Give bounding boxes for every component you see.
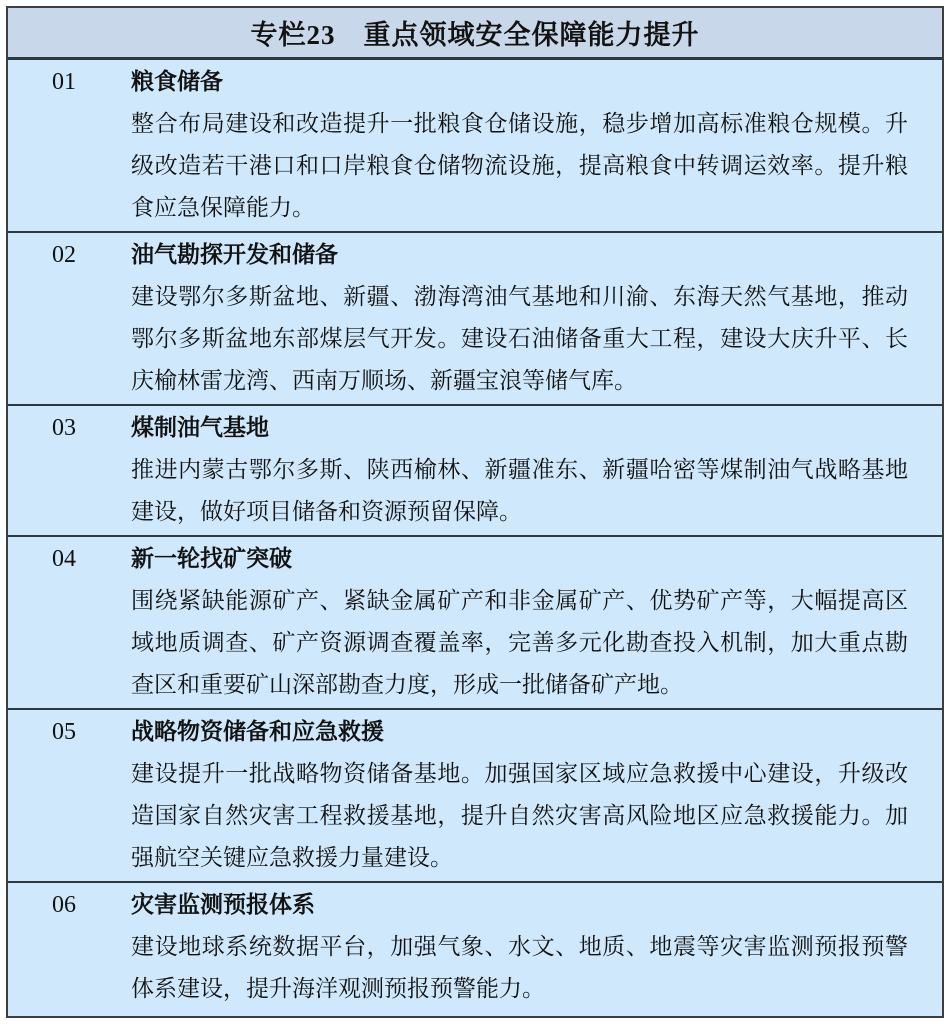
policy-box-panel — [6, 6, 944, 1018]
section-grain-reserves — [8, 60, 942, 231]
section-number: 01 — [52, 69, 76, 95]
section-body: 建设鄂尔多斯盆地、新疆、渤海湾油气基地和川渝、东海天然气基地，推动鄂尔多斯盆地东部煤层气开发。建设石油储备重大工程，建设大庆升平、长庆榆林雷龙湾、西南万顺场、新疆宝浪等储气库。 — [131, 284, 908, 393]
section-body: 建设提升一批战略物资储备基地。加强国家区域应急救援中心建设，升级改造国家自然灾害工程救援基地，提升自然灾害高风险地区应急救援能力。加强航空关键应急救援力量建设。 — [131, 761, 908, 870]
section-title: 战略物资储备和应急救援 — [131, 719, 384, 744]
section-title: 灾害监测预报体系 — [131, 892, 315, 917]
panel-title: 专栏23 重点领域安全保障能力提升 — [8, 8, 942, 60]
section-body: 整合布局建设和改造提升一批粮食仓储设施，稳步增加高标准粮仓规模。升级改造若干港口和口岸粮食仓储物流设施，提高粮食中转调运效率。提升粮食应急保障能力。 — [131, 111, 908, 220]
section-body: 围绕紧缺能源矿产、紧缺金属矿产和非金属矿产、优势矿产等，大幅提高区域地质调查、矿产资源调查覆盖率，完善多元化勘查投入机制，加大重点勘查区和重要矿山深部勘查力度，形成一批储备矿产地。 — [131, 588, 908, 697]
section-title: 油气勘探开发和储备 — [131, 242, 338, 267]
section-body: 建设地球系统数据平台，加强气象、水文、地质、地震等灾害监测预报预警体系建设，提升海洋观测预报预警能力。 — [131, 934, 908, 1001]
section-oil-gas-exploration — [8, 231, 942, 404]
section-disaster-monitoring — [8, 881, 942, 1016]
section-number: 04 — [52, 546, 76, 572]
section-title: 粮食储备 — [131, 69, 223, 94]
section-title: 新一轮找矿突破 — [131, 546, 292, 571]
section-mineral-prospecting — [8, 535, 942, 708]
section-number: 02 — [52, 242, 76, 268]
section-number: 05 — [52, 719, 76, 745]
section-coal-to-oil-gas-bases — [8, 404, 942, 535]
section-number: 03 — [52, 415, 76, 441]
section-number: 06 — [52, 892, 76, 918]
section-strategic-materials-rescue — [8, 708, 942, 881]
section-title: 煤制油气基地 — [131, 415, 269, 440]
section-body: 推进内蒙古鄂尔多斯、陕西榆林、新疆准东、新疆哈密等煤制油气战略基地建设，做好项目储备和资源预留保障。 — [131, 457, 908, 524]
